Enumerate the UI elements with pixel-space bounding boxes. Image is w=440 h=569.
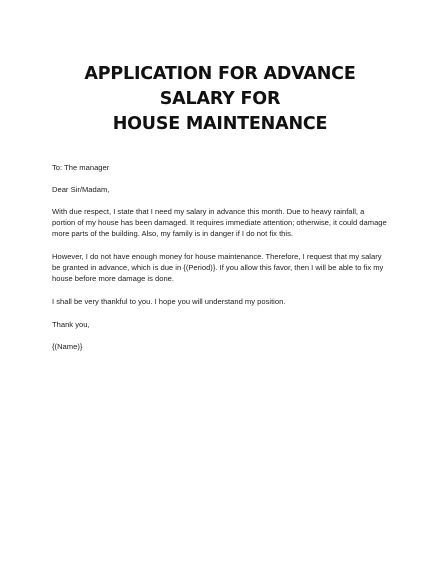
closing-line: Thank you, — [52, 320, 90, 329]
paragraph-request-details: However, I do not have enough money for house maintenance. Therefore, I request that my salary be granted in advance, which is due in {(Period)}. If you allow this favor, then I will be able to fix my house before more damage is done. — [52, 252, 384, 283]
signature-placeholder: {(Name)} — [52, 342, 83, 351]
document-title — [52, 0, 388, 137]
recipient-line: To: The manager — [52, 163, 110, 172]
salutation: Dear Sir/Madam, — [52, 185, 110, 194]
paragraph-request-reason: With due respect, I state that I need my salary in advance this month. Due to heavy rainfall, a portion of my house has been damaged. It requires immediate attention; otherwise, it could damage more parts of the building. Also, my family is in danger if I do not fix this. — [52, 207, 387, 238]
paragraph-thanks: I shall be very thankful to you. I hope you will understand my position. — [52, 297, 286, 306]
title-line-1: APPLICATION FOR ADVANCE SALARY FOR — [84, 64, 356, 109]
title-line-2: HOUSE MAINTENANCE — [112, 114, 328, 134]
letter-body — [52, 162, 388, 352]
